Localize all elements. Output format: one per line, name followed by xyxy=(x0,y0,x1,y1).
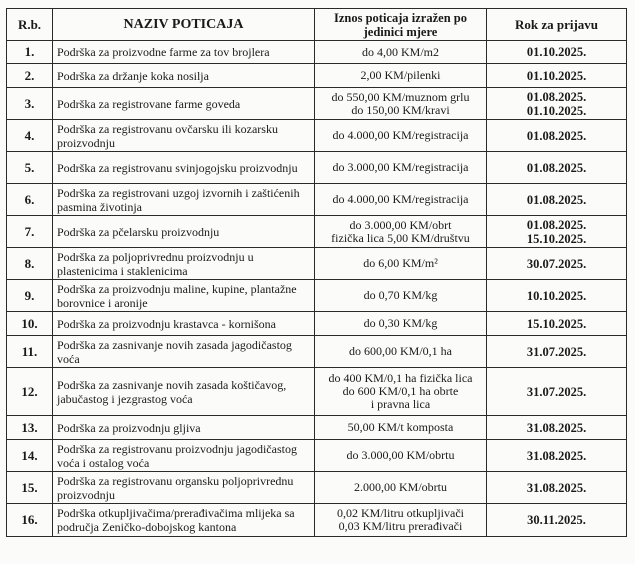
subsidy-name: Podrška otkupljivačima/prerađivačima mlijeka sa područja Zeničko-dobojskog kantona xyxy=(53,504,315,537)
deadline-line: 10.10.2025. xyxy=(526,288,587,303)
amount-line: 0,03 KM/litru prerađivači xyxy=(338,519,463,533)
application-deadline xyxy=(487,416,627,440)
subsidy-name: Podrška za proizvodne farme za tov brojlera xyxy=(53,41,315,64)
row-number: 11. xyxy=(7,336,53,368)
table-row xyxy=(7,120,627,152)
row-number: 9. xyxy=(7,280,53,312)
application-deadline xyxy=(487,504,627,537)
deadline-line: 01.08.2025. xyxy=(526,192,587,207)
deadline-line: 31.08.2025. xyxy=(526,480,587,495)
row-number: 14. xyxy=(7,440,53,472)
amount-line: do 4.000,00 KM/registracija xyxy=(332,192,469,206)
table-row xyxy=(7,336,627,368)
deadline-line: 15.10.2025. xyxy=(526,231,587,246)
application-deadline xyxy=(487,216,627,248)
row-number: 15. xyxy=(7,472,53,504)
subsidy-name: Podrška za proizvodnju krastavca - kornišona xyxy=(53,312,315,336)
row-number: 10. xyxy=(7,312,53,336)
amount-line: do 0,70 KM/kg xyxy=(363,288,438,302)
row-number: 7. xyxy=(7,216,53,248)
subsidy-amount xyxy=(315,504,487,537)
subsidy-name: Podrška za registrovanu ovčarsku ili kozarsku proizvodnju xyxy=(53,120,315,152)
subsidy-amount xyxy=(315,120,487,152)
header-amount: Iznos poticaja izražen po jedinici mjere xyxy=(315,9,487,41)
deadline-line: 01.10.2025. xyxy=(526,45,587,59)
amount-line: 2.000,00 KM/obrtu xyxy=(354,480,447,494)
table-row xyxy=(7,472,627,504)
subsidy-table xyxy=(6,8,627,537)
subsidy-name: Podrška za proizvodnju maline, kupine, plantažne borovnice i aronije xyxy=(53,280,315,312)
amount-line: do 3.000,00 KM/registracija xyxy=(332,160,469,174)
subsidy-name: Podrška za zasnivanje novih zasada koštičavog, jabučastog i jezgrastog voća xyxy=(53,368,315,416)
table-row xyxy=(7,280,627,312)
deadline-line: 01.08.2025. xyxy=(526,160,587,175)
subsidy-amount xyxy=(315,88,487,120)
row-number: 16. xyxy=(7,504,53,537)
subsidy-amount xyxy=(315,472,487,504)
table-row xyxy=(7,368,627,416)
application-deadline xyxy=(487,248,627,280)
amount-line: 50,00 KM/t komposta xyxy=(347,420,454,434)
deadline-line: 01.10.2025. xyxy=(526,103,587,118)
row-number: 13. xyxy=(7,416,53,440)
header-deadline: Rok za prijavu xyxy=(487,9,627,41)
subsidy-amount xyxy=(315,152,487,184)
amount-line: do 4.000,00 KM/registracija xyxy=(332,128,469,142)
subsidy-amount xyxy=(315,440,487,472)
subsidy-amount xyxy=(315,184,487,216)
subsidy-name: Podrška za registrovanu proizvodnju jagodičastog voća i ostalog voća xyxy=(53,440,315,472)
row-number: 4. xyxy=(7,120,53,152)
application-deadline xyxy=(487,120,627,152)
deadline-line: 31.07.2025. xyxy=(526,384,587,399)
row-number: 6. xyxy=(7,184,53,216)
subsidy-amount xyxy=(315,64,487,88)
application-deadline xyxy=(487,88,627,120)
header-row xyxy=(7,9,627,41)
subsidy-name: Podrška za registrovanu organsku poljoprivrednu proizvodnju xyxy=(53,472,315,504)
subsidy-amount xyxy=(315,216,487,248)
deadline-line: 30.07.2025. xyxy=(526,256,587,271)
row-number: 5. xyxy=(7,152,53,184)
table-row xyxy=(7,416,627,440)
table-row xyxy=(7,312,627,336)
amount-line: do 150,00 KM/kravi xyxy=(351,102,450,117)
amount-line: do 400 KM/0,1 ha fizička lica xyxy=(328,371,473,385)
deadline-line: 01.08.2025. xyxy=(526,128,587,143)
table-row xyxy=(7,248,627,280)
application-deadline xyxy=(487,312,627,336)
subsidy-name: Podrška za poljoprivrednu proizvodnju u plastenicima i staklenicima xyxy=(53,248,315,280)
table-row xyxy=(7,440,627,472)
deadline-line: 15.10.2025. xyxy=(526,316,587,331)
application-deadline xyxy=(487,41,627,64)
application-deadline xyxy=(487,440,627,472)
amount-line: do 600,00 KM/0,1 ha xyxy=(349,344,452,358)
subsidy-amount xyxy=(315,280,487,312)
application-deadline xyxy=(487,336,627,368)
deadline-line: 01.08.2025. xyxy=(526,89,587,104)
subsidy-name: Podrška za registrovani uzgoj izvornih i zaštićenih pasmina životinja xyxy=(53,184,315,216)
subsidy-name: Podrška za registrovane farme goveda xyxy=(53,88,315,120)
amount-line: do 6,00 KM/m² xyxy=(363,256,438,270)
row-number: 8. xyxy=(7,248,53,280)
deadline-line: 31.08.2025. xyxy=(526,420,587,435)
deadline-line: 31.07.2025. xyxy=(526,344,587,359)
row-number: 2. xyxy=(7,64,53,88)
subsidy-amount xyxy=(315,41,487,64)
application-deadline xyxy=(487,184,627,216)
application-deadline xyxy=(487,64,627,88)
subsidy-amount xyxy=(315,312,487,336)
deadline-line: 31.08.2025. xyxy=(526,448,587,463)
header-rb: R.b. xyxy=(7,9,53,41)
application-deadline xyxy=(487,152,627,184)
subsidy-name: Podrška za držanje koka nosilja xyxy=(53,64,315,88)
amount-line: 2,00 KM/pilenki xyxy=(360,68,441,82)
table-row xyxy=(7,41,627,64)
header-name: NAZIV POTICAJA xyxy=(53,9,315,41)
amount-line: do 600 KM/0,1 ha obrte xyxy=(342,384,459,398)
subsidy-amount xyxy=(315,336,487,368)
row-number: 3. xyxy=(7,88,53,120)
table-row xyxy=(7,504,627,537)
table-body xyxy=(7,41,627,537)
subsidy-name: Podrška za zasnivanje novih zasada jagodičastog voća xyxy=(53,336,315,368)
application-deadline xyxy=(487,280,627,312)
amount-line: do 0,30 KM/kg xyxy=(363,316,438,330)
deadline-line: 01.10.2025. xyxy=(526,68,587,83)
table-row xyxy=(7,88,627,120)
subsidy-amount xyxy=(315,416,487,440)
table-row xyxy=(7,216,627,248)
subsidy-name: Podrška za pčelarsku proizvodnju xyxy=(53,216,315,248)
table-row xyxy=(7,64,627,88)
row-number: 12. xyxy=(7,368,53,416)
table-row xyxy=(7,152,627,184)
subsidy-amount xyxy=(315,248,487,280)
deadline-line: 30.11.2025. xyxy=(527,513,586,527)
subsidy-amount xyxy=(315,368,487,416)
amount-line: fizička lica 5,00 KM/društvu xyxy=(331,230,470,245)
application-deadline xyxy=(487,472,627,504)
subsidy-name: Podrška za proizvodnju gljiva xyxy=(53,416,315,440)
amount-line: 0,02 KM/litru otkupljivači xyxy=(337,506,464,520)
amount-line: do 3.000,00 KM/obrt xyxy=(349,217,452,232)
amount-line: do 550,00 KM/muznom grlu xyxy=(331,89,470,104)
application-deadline xyxy=(487,368,627,416)
amount-line: i pravna lica xyxy=(370,397,431,411)
row-number: 1. xyxy=(7,41,53,64)
deadline-line: 01.08.2025. xyxy=(526,217,587,232)
amount-line: do 4,00 KM/m2 xyxy=(361,44,439,59)
subsidy-name: Podrška za registrovanu svinjogojsku proizvodnju xyxy=(53,152,315,184)
amount-line: do 3.000,00 KM/obrtu xyxy=(346,448,455,462)
table-row xyxy=(7,184,627,216)
